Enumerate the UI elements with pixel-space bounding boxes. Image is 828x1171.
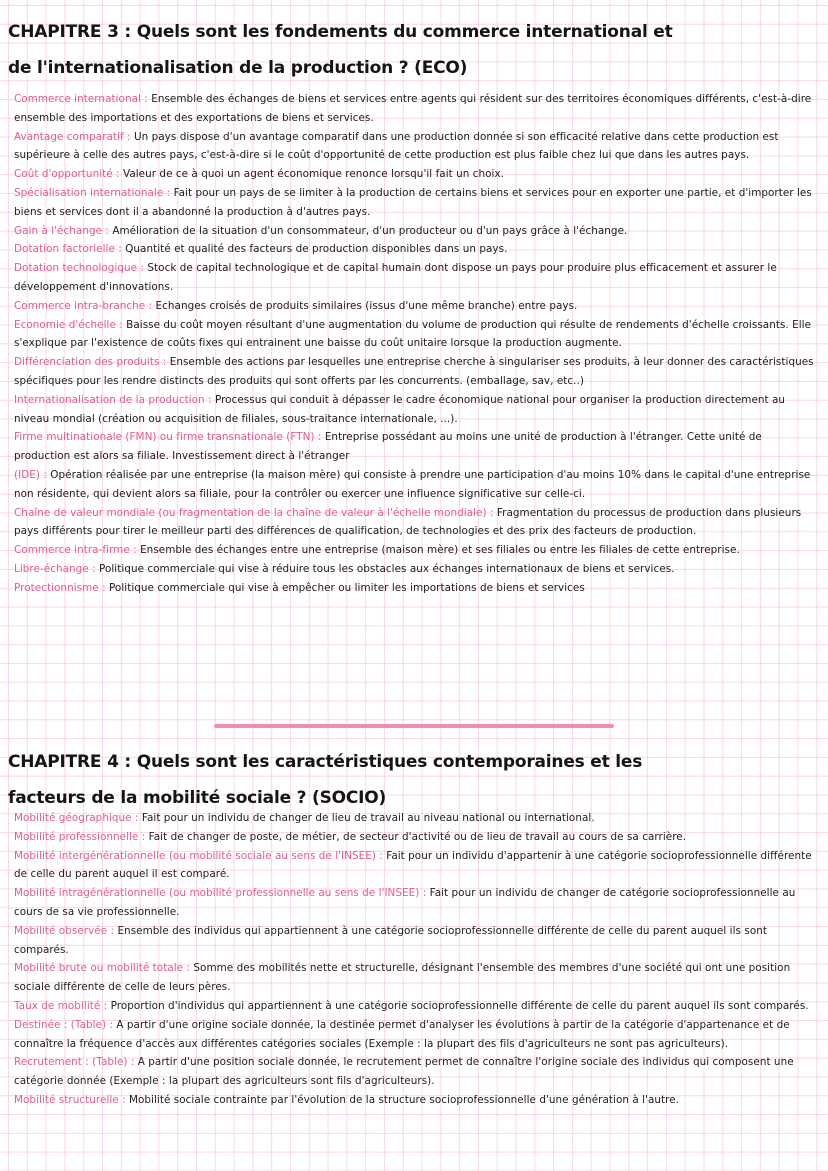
definition-text: Echanges croisés de produits similaires (issus d'une même branche) entre pays. xyxy=(155,299,578,312)
definition-term: Commerce intra-firme xyxy=(14,544,130,557)
chapter-4-title-line-1: CHAPITRE 4 : Quels sont les caractéristiques contemporaines et les xyxy=(8,752,643,772)
definition-text: Ensemble des échanges entre une entreprise (maison mère) et ses filiales ou entre les filiales de cette entreprise. xyxy=(140,544,740,557)
definition-text: Politique commerciale qui vise à réduire tous les obstacles aux échanges internationaux de biens et services. xyxy=(99,562,675,575)
term-separator: : xyxy=(88,562,100,575)
term-separator: : xyxy=(163,186,174,199)
definition-item xyxy=(14,579,814,598)
chapter-4-definition-list xyxy=(14,809,814,1110)
term-separator: : xyxy=(138,830,149,843)
definition-item xyxy=(14,1091,814,1110)
term-separator: : xyxy=(140,93,152,105)
definition-text: A partir d'une origine sociale donnée, la destinée permet d'analyser les évolutions à partir de la catégorie d'appartenance et de connaître la fréquence d'accès aux différentes catégories sociales (Exemple : la plupart des fils d'agriculteurs ne sont pas agriculteurs). xyxy=(14,1018,790,1050)
definition-item xyxy=(14,353,814,391)
definition-term: (IDE) xyxy=(14,468,40,481)
definition-item xyxy=(14,165,814,184)
section-divider xyxy=(214,724,614,728)
definition-term: Commerce intra-branche xyxy=(14,299,146,312)
term-separator: : xyxy=(112,168,123,181)
term-separator: : xyxy=(419,887,430,900)
definition-term: Coût d'opportunité xyxy=(14,168,113,181)
definition-text: A partir d'une position sociale donnée, le recrutement permet de connaître l'origine sociale des individus qui composent une catégorie donnée (Exemple : la plupart des agriculteurs sont fils d'agriculteurs). xyxy=(14,1056,794,1088)
term-separator: : xyxy=(131,812,142,824)
term-separator: : xyxy=(159,356,170,369)
term-separator: : xyxy=(375,849,387,862)
chapter-3-title-line-2: de l'internationalisation de la production ? (ECO) xyxy=(8,58,468,78)
definition-term: Avantage comparatif xyxy=(14,130,124,143)
term-separator: : xyxy=(107,924,118,937)
definition-text: Baisse du coût moyen résultant d'une augmentation du volume de production qui résulte de rendements d'échelle croissants. Elle s'explique par l'existence de coûts fixes qui entrainent une baisse du coût unitaire lorsque la production augmente. xyxy=(14,318,812,350)
term-separator: : xyxy=(115,318,127,331)
definition-item xyxy=(14,997,814,1016)
definition-text: Mobilité sociale contrainte par l'évolution de la structure socioprofessionnelle d'une génération à l'autre. xyxy=(128,1093,680,1106)
definition-term: Destinée : (Table) xyxy=(14,1018,107,1031)
definition-text: Somme des mobilités nette et structurelle, désignant l'ensemble des membres d'une société qui ont une position sociale différente de celle de leurs pères. xyxy=(14,962,791,994)
definition-text: Ensemble des actions par lesquelles une entreprise cherche à singulariser ses produits, à leur donner des caractéristiques spécifiques pour les rendre distincts des produits qui sont offerts par les concurrents. (emballage, sav, etc..) xyxy=(14,356,814,387)
definition-item xyxy=(14,222,814,241)
definition-item xyxy=(14,184,814,222)
definition-term: Firme multinationale (FMN) ou firme transnationale (FTN) xyxy=(14,431,315,444)
definition-term: Mobilité professionnelle xyxy=(14,830,139,843)
term-separator: : xyxy=(114,243,126,256)
term-separator: : xyxy=(204,393,215,406)
definition-term: Recrutement : (Table) xyxy=(14,1056,128,1069)
chapter-3-definition-list xyxy=(14,90,814,598)
definition-term: Gain à l'échange xyxy=(14,224,103,237)
definition-item xyxy=(14,884,814,922)
definition-text: Opération réalisée par une entreprise (la maison mère) qui consiste à prendre une participation d'au moins 10% dans le capital d'une entreprise non résidente, qui devient alors sa filiale, pour la contrôler ou exercer une influence significative sur celle-ci. xyxy=(14,468,811,500)
definition-item xyxy=(14,1053,814,1091)
definition-item xyxy=(14,466,814,504)
term-separator: : xyxy=(118,1093,129,1106)
definition-text: Proportion d'individus qui appartiennent à une catégorie socioprofessionnelle différente de celle du parent auquel ils sont comparés. xyxy=(110,999,809,1012)
definition-item xyxy=(14,1016,814,1054)
definition-item xyxy=(14,922,814,960)
term-separator: : xyxy=(98,581,109,594)
definition-item xyxy=(14,297,814,316)
chapter-4-title-line-2: facteurs de la mobilité sociale ? (SOCIO) xyxy=(8,788,387,808)
definition-item xyxy=(14,90,814,128)
definition-text: Amélioration de la situation d'un consommateur, d'un producteur ou d'un pays grâce à l'échange. xyxy=(112,224,628,237)
definition-item xyxy=(14,504,814,542)
definition-text: Fait pour un individu d'appartenir à une catégorie socioprofessionnelle différente de celle du parent auquel il est comparé. xyxy=(14,849,812,881)
definition-term: Mobilité intergénérationnelle (ou mobilité sociale au sens de l'INSEE) xyxy=(14,849,376,862)
definition-term: Différenciation des produits xyxy=(14,356,160,369)
definition-text: Fait pour un individu de changer de catégorie socioprofessionnelle au cours de sa vie professionnelle. xyxy=(14,887,796,918)
term-separator: : xyxy=(100,999,111,1012)
definition-text: Stock de capital technologique et de capital humain dont dispose un pays pour produire plus efficacement et assurer le développement d'innovations. xyxy=(14,262,777,293)
definition-text: Quantité et qualité des facteurs de production disponibles dans un pays. xyxy=(125,243,508,256)
definition-term: Taux de mobilité xyxy=(14,999,101,1012)
definition-item xyxy=(14,847,814,885)
definition-item xyxy=(14,428,814,466)
chapter-3-title-line-1: CHAPITRE 3 : Quels sont les fondements du commerce international et xyxy=(8,22,673,42)
definition-item xyxy=(14,128,814,166)
definition-term: Mobilité géographique xyxy=(14,812,132,824)
definition-text: Fait pour un individu de changer de lieu de travail au niveau national ou international. xyxy=(141,812,595,824)
term-separator: : xyxy=(486,506,497,519)
definition-term: Spécialisation internationale xyxy=(14,186,164,199)
definition-term: Chaîne de valeur mondiale (ou fragmentation de la chaîne de valeur à l'échelle mondiale) xyxy=(14,506,487,519)
definition-text: Ensemble des individus qui appartiennent à une catégorie socioprofessionnelle différente de celle du parent auquel ils sont comparés. xyxy=(14,924,767,956)
definition-term: Commerce international xyxy=(14,93,141,105)
term-separator: : xyxy=(102,224,113,237)
definition-text: Un pays dispose d'un avantage comparatif dans une production donnée si son efficacité relative dans cette production est supérieure à celle des autres pays, c'est-à-dire si le coût d'opportunité de cette production est plus faible chez lui que dans les autres pays. xyxy=(14,130,779,162)
definition-term: Economie d'échelle xyxy=(14,318,116,331)
term-separator: : xyxy=(123,130,134,143)
definition-text: Entreprise possédant au moins une unité de production à l'étranger. Cette unité de production est alors sa filiale. Investissement direct à l'étranger xyxy=(14,431,762,463)
definition-term: Mobilité observée xyxy=(14,924,108,937)
definition-term: Internationalisation de la production xyxy=(14,393,205,406)
definition-item xyxy=(14,541,814,560)
definition-term: Protectionnisme xyxy=(14,581,99,594)
definition-term: Dotation factorielle xyxy=(14,243,115,256)
chapter-4-title xyxy=(8,744,642,816)
definition-text: Valeur de ce à quoi un agent économique renonce lorsqu'il fait un choix. xyxy=(122,168,505,181)
definition-text: Fait pour un pays de se limiter à la production de certains biens et services pour en exporter une partie, et d'importer les biens et services dont il a abandonné la production à d'autres pays. xyxy=(14,186,812,218)
definition-item xyxy=(14,240,814,259)
definition-item xyxy=(14,959,814,997)
chapter-3-title xyxy=(8,14,673,86)
term-separator: : xyxy=(183,962,194,975)
definition-text: Fait de changer de poste, de métier, de secteur d'activité ou de lieu de travail au cours de sa carrière. xyxy=(148,830,687,843)
definition-item xyxy=(14,809,814,828)
term-separator: : xyxy=(145,299,156,312)
definition-term: Mobilité intragénérationnelle (ou mobilité professionnelle au sens de l'INSEE) xyxy=(14,887,420,900)
definition-text: Politique commerciale qui vise à empêcher ou limiter les importations de biens et services xyxy=(108,581,585,594)
definition-term: Libre-échange xyxy=(14,562,89,575)
definition-text: Ensemble des échanges de biens et services entre agents qui résident sur des territoires économiques différents, c'est-à-dire ensemble des importations et des exportations de biens et services. xyxy=(14,93,812,124)
definition-item xyxy=(14,560,814,579)
definition-item xyxy=(14,316,814,354)
definition-term: Mobilité structurelle xyxy=(14,1093,119,1106)
term-separator: : xyxy=(127,1056,138,1069)
definition-item xyxy=(14,828,814,847)
definition-term: Dotation technologique xyxy=(14,262,138,275)
term-separator: : xyxy=(314,431,325,444)
term-separator: : xyxy=(106,1018,117,1031)
definition-item xyxy=(14,259,814,297)
term-separator: : xyxy=(137,262,148,275)
definition-item xyxy=(14,391,814,429)
term-separator: : xyxy=(129,544,141,557)
definition-text: Fragmentation du processus de production dans plusieurs pays différents pour tirer le meilleur parti des différences de qualification, de technologies et des prix des facteurs de production. xyxy=(14,506,802,538)
definition-text: Processus qui conduit à dépasser le cadre économique national pour organiser la production directement au niveau mondial (création ou acquisition de filiales, sous-traitance internationale, ...). xyxy=(14,393,786,425)
definition-term: Mobilité brute ou mobilité totale xyxy=(14,962,184,975)
term-separator: : xyxy=(40,468,51,481)
